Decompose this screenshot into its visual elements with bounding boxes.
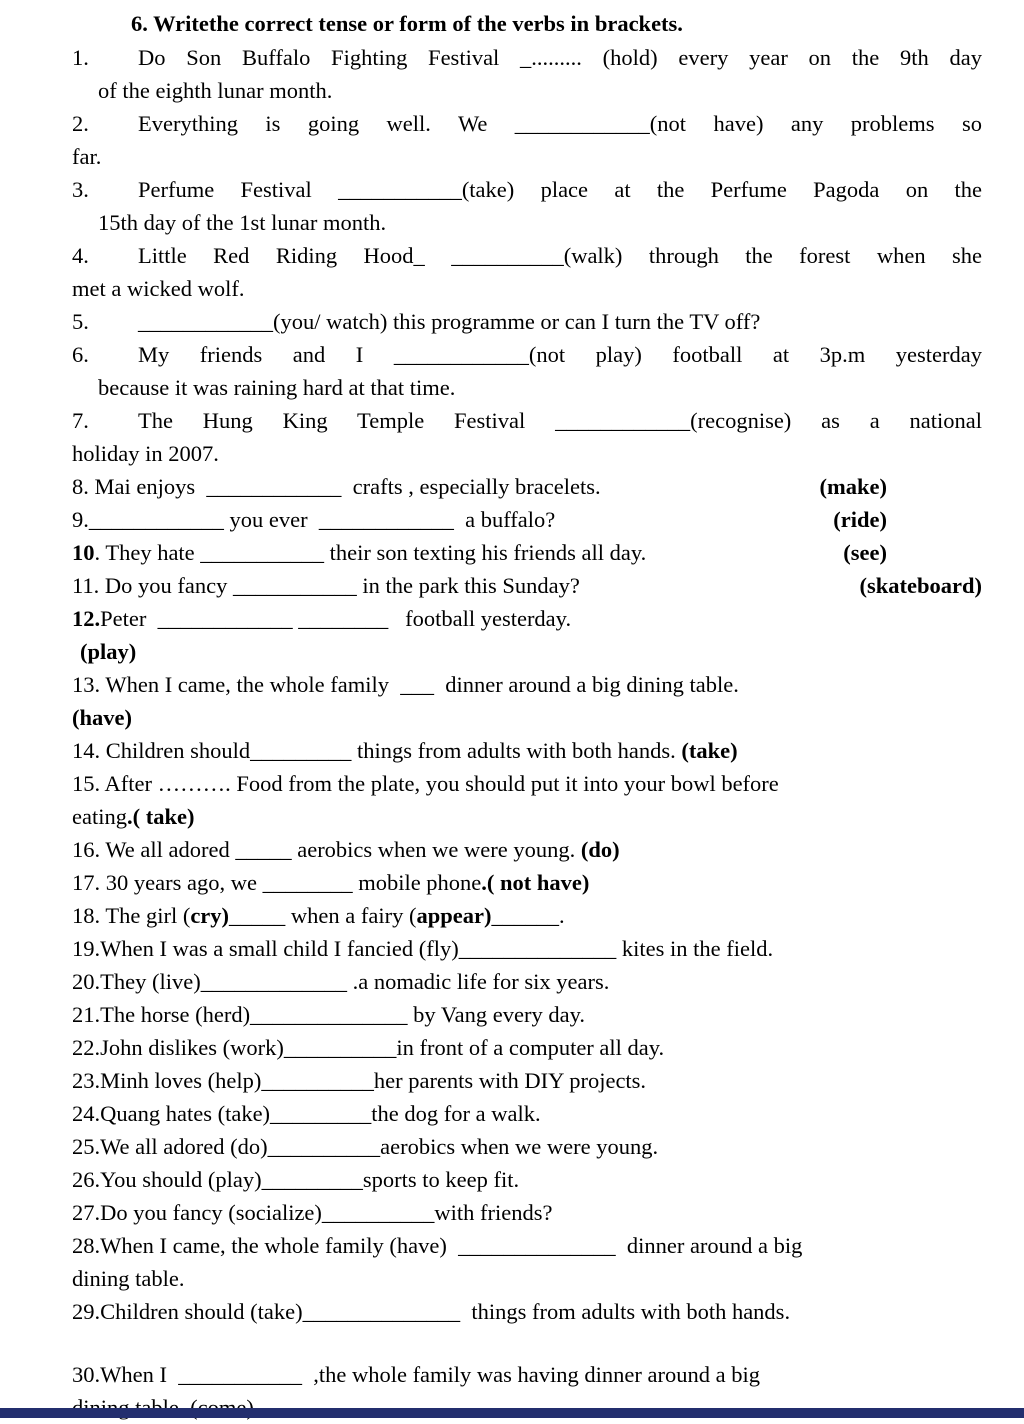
exercise-line: [72, 536, 982, 569]
text-segment: (take): [681, 738, 738, 763]
exercise-line: [72, 635, 982, 668]
text-segment: 10: [72, 540, 95, 565]
text-segment: Peter ____________ ________ football yesterday.: [100, 606, 572, 631]
exercise-list: [72, 41, 982, 1424]
text-segment: .( take): [126, 804, 195, 829]
text-segment: 16. We all adored _____ aerobics when we were young.: [72, 837, 581, 862]
exercise-line: [72, 1262, 982, 1295]
text-segment: 15th day of the 1st lunar month.: [98, 210, 387, 235]
text-segment: 9.____________ you ever ____________ a buffalo?: [72, 507, 556, 532]
exercise-line: [72, 998, 982, 1031]
text-segment: _____ when a fairy (: [229, 903, 417, 928]
text-segment: ____________(you/ watch) this programme or can I turn the TV off?: [138, 309, 761, 334]
verb-hint: (skateboard): [859, 573, 982, 598]
text-segment: met a wicked wolf.: [72, 276, 245, 301]
exercise-line: [72, 1358, 982, 1391]
exercise-line: [72, 371, 982, 404]
text-segment: 25.We all adored (do)__________aerobics when we were young.: [72, 1134, 659, 1159]
text-segment: (do): [580, 837, 620, 862]
exercise-line: [72, 1130, 982, 1163]
text-segment: dining table.: [72, 1266, 185, 1291]
exercise-line: [72, 1229, 982, 1262]
item-number: 2.: [72, 111, 89, 136]
exercise-line: [72, 1064, 982, 1097]
text-segment: Perfume Festival ___________(take) place at the Perfume Pagoda on the: [138, 177, 982, 202]
text-segment: (have): [72, 705, 132, 730]
text-segment: 19.When I was a small child I fancied (fly)______________ kites in the field.: [72, 936, 774, 961]
text-segment: 26.You should (play)_________sports to keep fit.: [72, 1167, 520, 1192]
item-number: 6.: [72, 342, 89, 367]
text-segment: because it was raining hard at that time.: [98, 375, 456, 400]
exercise-line: [72, 338, 982, 371]
exercise-line: [72, 503, 982, 536]
worksheet-title: 6. Writethe correct tense or form of the verbs in brackets.: [131, 11, 683, 36]
text-segment: 18. The girl (: [72, 903, 191, 928]
text-segment: 15. After ………. Food from the plate, you should put it into your bowl before: [72, 771, 779, 796]
text-segment: (play): [80, 639, 137, 664]
exercise-line: [72, 569, 982, 602]
text-segment: 29.Children should (take)______________ things from adults with both hands.: [72, 1299, 791, 1324]
exercise-line: [72, 1196, 982, 1229]
exercise-line: [72, 1295, 982, 1328]
exercise-line: [72, 437, 982, 470]
item-number: 3.: [72, 177, 89, 202]
text-segment: holiday in 2007.: [72, 441, 219, 466]
exercise-line: [72, 800, 982, 833]
exercise-line: [72, 173, 982, 206]
exercise-line: [72, 140, 982, 173]
text-segment: 14. Children should_________ things from adults with both hands.: [72, 738, 682, 763]
text-segment: 30.When I ___________ ,the whole family was having dinner around a big: [72, 1362, 760, 1387]
exercise-line: [72, 1097, 982, 1130]
text-segment: .( not have): [481, 870, 590, 895]
item-number: 1.: [72, 45, 89, 70]
text-segment: 24.Quang hates (take)_________the dog for a walk.: [72, 1101, 541, 1126]
text-segment: 20.They (live)_____________ .a nomadic life for six years.: [72, 969, 610, 994]
verb-hint: (see): [843, 540, 887, 565]
text-segment: 8. Mai enjoys ____________ crafts , especially bracelets.: [72, 474, 601, 499]
exercise-line: [72, 668, 982, 701]
exercise-line: [72, 1031, 982, 1064]
exercise-line: [72, 470, 982, 503]
verb-hint: (ride): [833, 507, 887, 532]
text-segment: 12.: [72, 606, 101, 631]
item-number: 7.: [72, 408, 89, 433]
exercise-line: [72, 602, 982, 635]
verb-hint: (make): [819, 474, 887, 499]
exercise-line: [72, 41, 982, 74]
text-segment: appear): [416, 903, 492, 928]
text-segment: Do Son Buffalo Fighting Festival _......... (hold) every year on the 9th day: [138, 45, 982, 70]
exercise-line: [72, 965, 982, 998]
text-segment: Little Red Riding Hood_ __________(walk) through the forest when she: [138, 243, 982, 268]
exercise-line: [72, 734, 982, 767]
text-segment: 23.Minh loves (help)__________her parents with DIY projects.: [72, 1068, 647, 1093]
footer-bar: [0, 1408, 1024, 1418]
exercise-line: [72, 404, 982, 437]
exercise-line: [72, 1163, 982, 1196]
text-segment: 17. 30 years ago, we ________ mobile phone: [72, 870, 482, 895]
text-segment: 28.When I came, the whole family (have) ______________ dinner around a big: [72, 1233, 803, 1258]
text-segment: 11. Do you fancy ___________ in the park this Sunday?: [72, 573, 580, 598]
exercise-line: [72, 272, 982, 305]
text-segment: of the eighth lunar month.: [98, 78, 333, 103]
text-segment: far.: [72, 144, 102, 169]
text-segment: 13. When I came, the whole family ___ dinner around a big dining table.: [72, 672, 739, 697]
exercise-line: [72, 701, 982, 734]
text-segment: 27.Do you fancy (socialize)__________with friends?: [72, 1200, 553, 1225]
text-segment: The Hung King Temple Festival ____________(recognise) as a national: [138, 408, 982, 433]
exercise-line: [72, 767, 982, 800]
text-segment: cry): [190, 903, 230, 928]
item-number: 4.: [72, 243, 89, 268]
exercise-line: [72, 74, 982, 107]
exercise-line: [72, 899, 982, 932]
text-segment: My friends and I ____________(not play) football at 3p.m yesterday: [138, 342, 982, 367]
exercise-line: [72, 932, 982, 965]
text-segment: eating: [72, 804, 127, 829]
text-segment: Everything is going well. We ____________(not have) any problems so: [138, 111, 982, 136]
text-segment: ______.: [491, 903, 565, 928]
exercise-line: [72, 305, 982, 338]
text-segment: 22.John dislikes (work)__________in front of a computer all day.: [72, 1035, 665, 1060]
exercise-line: [72, 833, 982, 866]
exercise-line: [72, 206, 982, 239]
exercise-line: [72, 866, 982, 899]
exercise-line: [72, 239, 982, 272]
text-segment: . They hate ___________ their son texting his friends all day.: [94, 540, 647, 565]
exercise-line: [72, 107, 982, 140]
text-segment: 21.The horse (herd)______________ by Vang every day.: [72, 1002, 586, 1027]
item-number: 5.: [72, 309, 89, 334]
